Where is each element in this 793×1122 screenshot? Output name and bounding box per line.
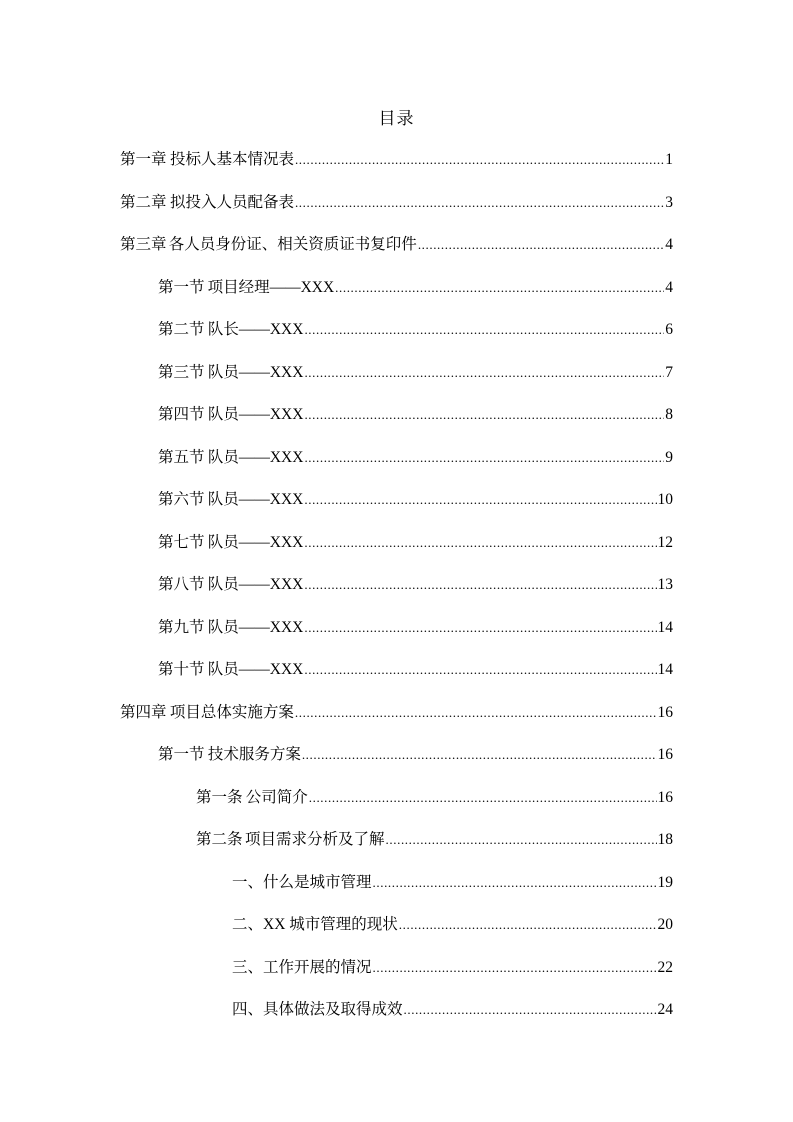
dot-leader bbox=[295, 148, 664, 172]
toc-entry-page: 14 bbox=[657, 661, 673, 678]
toc-entry-label: 队员——XXX bbox=[207, 491, 304, 508]
toc-entry-page: 8 bbox=[665, 406, 673, 423]
toc-entry-label: 工作开展的情况 bbox=[263, 958, 372, 976]
toc-entry-page: 12 bbox=[657, 533, 673, 551]
toc-entry-section-3-8[interactable] bbox=[0, 573, 793, 616]
toc-entry-number: 第三节 bbox=[158, 363, 205, 381]
toc-entry-page: 6 bbox=[665, 321, 673, 338]
dot-leader bbox=[304, 361, 664, 385]
toc-entry-label: 具体做法及取得成效 bbox=[263, 1001, 403, 1018]
toc-entry-page: 10 bbox=[657, 491, 673, 508]
toc-title: 目录 bbox=[378, 109, 415, 128]
toc-entry-section-4-1[interactable] bbox=[0, 743, 793, 786]
toc-entry-label: 队员——XXX bbox=[207, 661, 304, 678]
dot-leader bbox=[304, 446, 664, 470]
toc-entry-page: 4 bbox=[665, 236, 673, 253]
toc-entry-chapter-1[interactable] bbox=[0, 148, 793, 191]
dot-leader bbox=[304, 616, 656, 640]
toc-entry-number: 二、 bbox=[232, 916, 264, 933]
toc-entry-page: 3 bbox=[665, 193, 673, 211]
toc-entry-label: 各人员身份证、相关资质证书复印件 bbox=[168, 236, 417, 253]
toc-entry-page: 13 bbox=[657, 576, 673, 593]
toc-entry-number: 第一节 bbox=[158, 278, 205, 296]
dot-leader bbox=[373, 956, 657, 980]
toc-entry-label: 项目总体实施方案 bbox=[169, 703, 294, 721]
dot-leader bbox=[404, 998, 657, 1022]
toc-entry-number: 第九节 bbox=[158, 618, 205, 636]
toc-entry-label: 队员——XXX bbox=[207, 406, 304, 423]
toc-entry-number: 一、 bbox=[232, 873, 264, 891]
toc-entry-label: 队员——XXX bbox=[207, 576, 304, 593]
dot-leader bbox=[386, 828, 657, 852]
toc-entry-section-3-5[interactable] bbox=[0, 446, 793, 489]
toc-entry-chapter-2[interactable] bbox=[0, 191, 793, 234]
toc-entry-section-3-3[interactable] bbox=[0, 361, 793, 404]
toc-entry-page: 20 bbox=[657, 916, 673, 933]
toc-entry-number: 第三章 bbox=[120, 236, 167, 253]
toc-entry-label: 队员——XXX bbox=[207, 533, 304, 551]
toc-entry-page: 14 bbox=[657, 618, 673, 636]
toc-entry-number: 第一条 bbox=[196, 788, 243, 806]
toc-entry-label: 项目需求分析及了解 bbox=[245, 831, 385, 848]
toc-entry-page: 9 bbox=[665, 448, 673, 466]
toc-entry-article-1[interactable] bbox=[0, 786, 793, 829]
toc-entry-chapter-4[interactable] bbox=[0, 701, 793, 744]
dot-leader bbox=[418, 233, 664, 257]
toc-entry-number: 第十节 bbox=[158, 661, 205, 678]
toc-entry-item-1[interactable] bbox=[0, 871, 793, 914]
toc-entry-page: 16 bbox=[657, 703, 673, 721]
toc-entry-label: 拟投入人员配备表 bbox=[169, 193, 294, 211]
toc-entry-page: 18 bbox=[657, 831, 673, 848]
dot-leader bbox=[304, 658, 656, 682]
toc-entry-number: 三、 bbox=[232, 958, 264, 976]
toc-entry-number: 第二节 bbox=[158, 321, 205, 338]
dot-leader bbox=[295, 191, 664, 215]
toc-entry-label: 公司简介 bbox=[245, 788, 308, 806]
toc-entry-section-3-7[interactable] bbox=[0, 531, 793, 574]
toc-entry-section-3-4[interactable] bbox=[0, 403, 793, 446]
toc-entry-number: 第五节 bbox=[158, 448, 205, 466]
toc-entry-number: 第四章 bbox=[120, 703, 167, 721]
toc-entry-page: 4 bbox=[665, 278, 673, 296]
toc-entry-label: 队员——XXX bbox=[207, 448, 304, 466]
toc-entry-number: 第二条 bbox=[196, 831, 243, 848]
dot-leader bbox=[304, 531, 656, 555]
toc-entry-label: 投标人基本情况表 bbox=[169, 151, 294, 168]
toc-list bbox=[0, 148, 793, 1041]
toc-entry-number: 第七节 bbox=[158, 533, 205, 551]
toc-entry-chapter-3[interactable] bbox=[0, 233, 793, 276]
toc-entry-label: 队员——XXX bbox=[207, 618, 304, 636]
toc-entry-page: 16 bbox=[657, 746, 673, 763]
dot-leader bbox=[335, 276, 664, 300]
toc-entry-label: 队员——XXX bbox=[207, 363, 304, 381]
toc-entry-number: 第一节 bbox=[158, 746, 205, 763]
toc-entry-article-2[interactable] bbox=[0, 828, 793, 871]
toc-entry-label: XX 城市管理的现状 bbox=[263, 916, 398, 933]
toc-entry-section-3-9[interactable] bbox=[0, 616, 793, 659]
dot-leader bbox=[309, 786, 657, 810]
dot-leader bbox=[304, 573, 656, 597]
dot-leader bbox=[304, 488, 656, 512]
toc-entry-number: 第八节 bbox=[158, 576, 205, 593]
toc-entry-page: 19 bbox=[657, 873, 673, 891]
dot-leader bbox=[399, 913, 657, 937]
dot-leader bbox=[304, 318, 664, 342]
toc-entry-page: 24 bbox=[657, 1001, 673, 1018]
toc-entry-label: 队长——XXX bbox=[207, 321, 304, 338]
toc-entry-page: 16 bbox=[657, 788, 673, 806]
toc-entry-section-3-10[interactable] bbox=[0, 658, 793, 701]
toc-entry-item-4[interactable] bbox=[0, 998, 793, 1041]
toc-entry-number: 第一章 bbox=[120, 151, 167, 168]
toc-entry-label: 项目经理——XXX bbox=[207, 278, 335, 296]
toc-entry-number: 四、 bbox=[232, 1001, 264, 1018]
toc-entry-number: 第六节 bbox=[158, 491, 205, 508]
toc-entry-number: 第二章 bbox=[120, 193, 167, 211]
toc-entry-page: 22 bbox=[657, 958, 673, 976]
toc-entry-item-3[interactable] bbox=[0, 956, 793, 999]
toc-entry-label: 什么是城市管理 bbox=[263, 873, 372, 891]
toc-entry-page: 1 bbox=[665, 151, 673, 168]
toc-entry-section-3-6[interactable] bbox=[0, 488, 793, 531]
toc-entry-section-3-1[interactable] bbox=[0, 276, 793, 319]
toc-entry-number: 第四节 bbox=[158, 406, 205, 423]
dot-leader bbox=[295, 701, 657, 725]
dot-leader bbox=[373, 871, 657, 895]
dot-leader bbox=[302, 743, 657, 767]
toc-entry-item-2[interactable] bbox=[0, 913, 793, 956]
toc-entry-page: 7 bbox=[665, 363, 673, 381]
dot-leader bbox=[304, 403, 664, 427]
toc-entry-section-3-2[interactable] bbox=[0, 318, 793, 361]
toc-entry-label: 技术服务方案 bbox=[207, 746, 301, 763]
